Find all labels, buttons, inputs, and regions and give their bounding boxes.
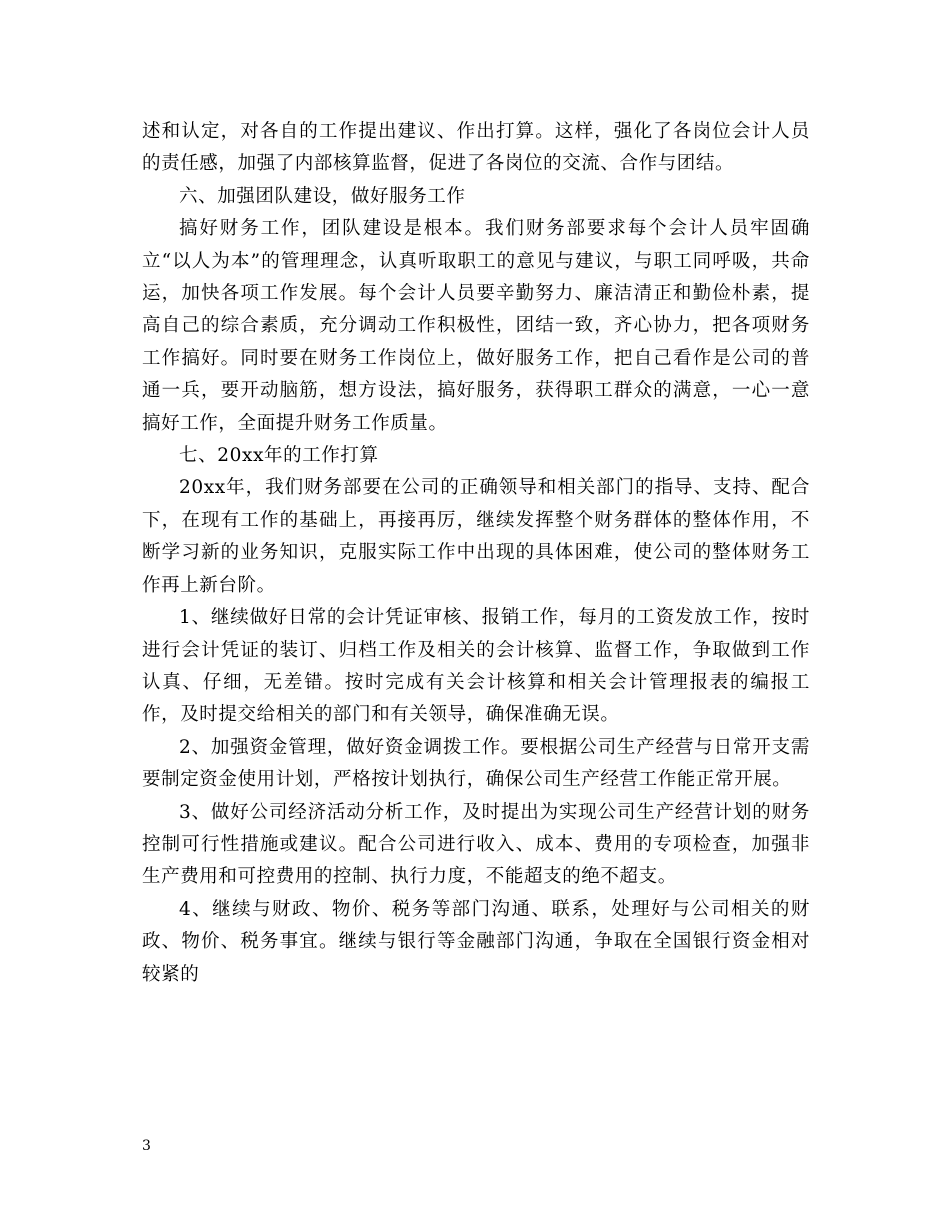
paragraph-continued: 述和认定，对各自的工作提出建议、作出打算。这样，强化了各岗位会计人员的责任感，加强了内部核算监督，促进了各岗位的交流、合作与团结。 [142,121,810,175]
section-heading-7: 七、20xx年的工作打算 [179,445,379,467]
section-heading-6: 六、加强团队建设，做好服务工作 [179,185,466,207]
paragraph-item-4: 4、继续与财政、物价、税务等部门沟通、联系，处理好与公司相关的财政、物价、税务事宜。继续与银行等金融部门沟通，争取在全国银行资金相对较紧的 [142,898,810,985]
paragraph-item-1: 1、继续做好日常的会计凭证审核、报销工作，每月的工资发放工作，按时进行会计凭证的装订、归档工作及相关的会计核算、监督工作，争取做到工作认真、仔细，无差错。按时完成有关会计核算和相关会计管理报表的编报工作，及时提交给相关的部门和有关领导，确保准确无误。 [142,607,810,726]
paragraph-work-plan: 20xx年，我们财务部要在公司的正确领导和相关部门的指导、支持、配合下，在现有工作的基础上，再接再厉，继续发挥整个财务群体的整体作用，不断学习新的业务知识，克服实际工作中出现的具体困难，使公司的整体财务工作再上新台阶。 [142,477,810,596]
paragraph-team-building: 搞好财务工作，团队建设是根本。我们财务部要求每个会计人员牢固确立“以人为本”的管理理念，认真听取职工的意见与建议，与职工同呼吸，共命运，加快各项工作发展。每个会计人员要辛勤努力、廉洁清正和勤俭朴素，提高自己的综合素质，充分调动工作积极性，团结一致，齐心协力，把各项财务工作搞好。同时要在财务工作岗位上，做好服务工作，把自己看作是公司的普通一兵，要开动脑筋，想方设法，搞好服务，获得职工群众的满意，一心一意搞好工作，全面提升财务工作质量。 [142,218,810,434]
page-number: 3 [142,1138,151,1154]
paragraph-item-3: 3、做好公司经济活动分析工作，及时提出为实现公司生产经营计划的财务控制可行性措施或建议。配合公司进行收入、成本、费用的专项检查，加强非生产费用和可控费用的控制、执行力度，不能超支的绝不超支。 [142,801,810,888]
document-body [142,116,810,991]
paragraph-item-2: 2、加强资金管理，做好资金调拨工作。要根据公司生产经营与日常开支需要制定资金使用计划，严格按计划执行，确保公司生产经营工作能正常开展。 [142,736,810,791]
